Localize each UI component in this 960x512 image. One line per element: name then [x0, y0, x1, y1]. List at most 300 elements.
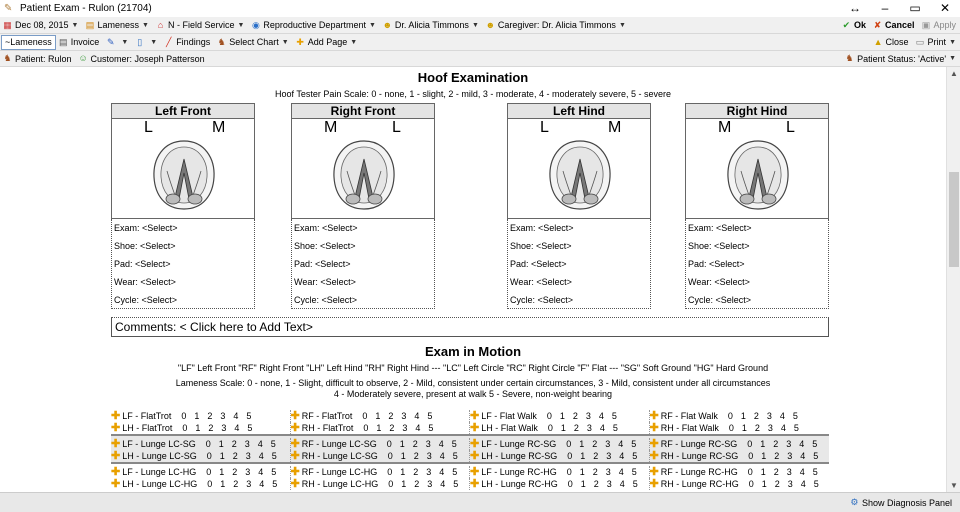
- score-option[interactable]: 3: [605, 439, 611, 449]
- hoof-select-field[interactable]: Exam: <Select>: [688, 223, 752, 233]
- score-option[interactable]: 1: [579, 467, 585, 477]
- motion-row: [111, 422, 829, 434]
- score-option[interactable]: 5: [246, 411, 252, 421]
- score-options: [562, 438, 640, 450]
- status-bar: [0, 492, 960, 512]
- score-options: [725, 422, 803, 434]
- expand-plus-icon[interactable]: ✚: [290, 478, 300, 490]
- expand-plus-icon[interactable]: ✚: [649, 478, 659, 490]
- score-option[interactable]: 0: [547, 423, 553, 433]
- page-tab[interactable]: [1, 35, 56, 50]
- motion-cell: [470, 422, 650, 434]
- score-option[interactable]: 1: [195, 423, 201, 433]
- score-option[interactable]: 2: [774, 451, 780, 461]
- motion-cell: [291, 466, 471, 478]
- motion-cell: [650, 466, 830, 478]
- score-options: [745, 478, 823, 490]
- scroll-down-icon[interactable]: ▼: [950, 481, 958, 490]
- hoof-panel-left-front: [111, 103, 255, 219]
- score-options: [203, 450, 281, 462]
- score-option[interactable]: 0: [748, 479, 754, 489]
- score-option[interactable]: 5: [631, 467, 637, 477]
- score-option[interactable]: 1: [760, 467, 766, 477]
- customer-link[interactable]: [76, 51, 209, 66]
- score-option[interactable]: 3: [245, 467, 251, 477]
- motion-test-label: RF - FlatTrot: [301, 411, 353, 421]
- score-option[interactable]: 2: [233, 479, 239, 489]
- invoice-button[interactable]: [56, 34, 104, 50]
- hoof-diagram[interactable]: [507, 119, 651, 219]
- score-option[interactable]: 0: [362, 411, 368, 421]
- score-option[interactable]: 4: [233, 411, 239, 421]
- hoof-select-field[interactable]: Pad: <Select>: [114, 259, 171, 269]
- score-option[interactable]: 3: [606, 479, 612, 489]
- motion-test-label: RF - Lunge RC-HG: [660, 467, 738, 477]
- score-option[interactable]: 5: [611, 411, 617, 421]
- hoof-select-field[interactable]: Shoe: <Select>: [294, 241, 356, 251]
- score-option[interactable]: 4: [439, 467, 445, 477]
- score-option[interactable]: 4: [800, 479, 806, 489]
- motion-group: [111, 434, 829, 462]
- score-option[interactable]: 2: [388, 411, 394, 421]
- caregiver-dropdown[interactable]: ☻ Caregiver: Dr. Alicia Timmons ▼: [485, 19, 626, 30]
- score-option[interactable]: 5: [631, 439, 637, 449]
- score-option[interactable]: 4: [779, 411, 785, 421]
- score-option[interactable]: 4: [258, 467, 264, 477]
- vertical-scrollbar[interactable]: [946, 67, 960, 492]
- score-option[interactable]: 2: [572, 411, 578, 421]
- date-dropdown[interactable]: ▦ Dec 08, 2015 ▼: [3, 19, 79, 30]
- score-option[interactable]: 0: [567, 451, 573, 461]
- hoof-panel-right-hind: [685, 103, 829, 219]
- motion-test-label: LH - Lunge LC-SG: [122, 451, 197, 461]
- cancel-button[interactable]: [870, 20, 919, 31]
- score-option[interactable]: 4: [257, 439, 263, 449]
- score-option[interactable]: 5: [271, 451, 277, 461]
- score-option[interactable]: 5: [812, 439, 818, 449]
- horse-icon: ♞: [845, 53, 854, 63]
- score-option[interactable]: 1: [579, 439, 585, 449]
- department-icon: ◉: [251, 19, 260, 30]
- expand-plus-icon[interactable]: ✚: [111, 466, 121, 478]
- score-option[interactable]: 4: [234, 423, 240, 433]
- score-option[interactable]: 3: [786, 467, 792, 477]
- maximize-button[interactable]: ▭: [909, 1, 921, 15]
- cancel-icon: ✘: [873, 19, 882, 30]
- close-button[interactable]: ✕: [939, 1, 951, 15]
- hoof-diagram[interactable]: [291, 119, 435, 219]
- score-option[interactable]: 1: [760, 439, 766, 449]
- score-option[interactable]: 2: [413, 467, 419, 477]
- motion-cell: [111, 438, 291, 450]
- score-options: [563, 466, 641, 478]
- hoof-select-field[interactable]: Shoe: <Select>: [114, 241, 176, 251]
- score-option[interactable]: 0: [182, 423, 188, 433]
- apply-button[interactable]: [918, 20, 960, 31]
- motion-test-label: LF - FlatTrot: [122, 411, 172, 421]
- score-option[interactable]: 0: [206, 451, 212, 461]
- score-option[interactable]: 0: [728, 423, 734, 433]
- page-toolbar: [0, 34, 960, 51]
- score-option[interactable]: 2: [207, 411, 213, 421]
- score-option[interactable]: 1: [580, 451, 586, 461]
- hoof-select-field[interactable]: Cycle: <Select>: [294, 295, 358, 305]
- hoof-select-field[interactable]: Wear: <Select>: [688, 277, 750, 287]
- score-option[interactable]: 3: [787, 479, 793, 489]
- motion-group: [111, 408, 829, 434]
- invoice-label: Invoice: [70, 37, 100, 47]
- score-option[interactable]: 2: [232, 467, 238, 477]
- expand-plus-icon[interactable]: ✚: [111, 422, 121, 434]
- motion-score-table: [111, 408, 829, 490]
- score-option[interactable]: 3: [402, 423, 408, 433]
- score-option[interactable]: 1: [219, 451, 225, 461]
- score-option[interactable]: 5: [453, 479, 459, 489]
- score-option[interactable]: 4: [618, 467, 624, 477]
- ok-icon: ✔: [842, 19, 851, 30]
- invoice-icon: ▤: [59, 36, 68, 47]
- score-option[interactable]: 2: [592, 439, 598, 449]
- motion-test-label: RH - FlatTrot: [301, 423, 354, 433]
- hoof-diagram[interactable]: [111, 119, 255, 219]
- doctor-label: Dr. Alicia Timmons: [394, 20, 469, 30]
- hoof-select-field[interactable]: Exam: <Select>: [510, 223, 574, 233]
- score-option[interactable]: 5: [812, 467, 818, 477]
- expand-plus-icon[interactable]: ✚: [470, 478, 480, 490]
- score-option[interactable]: 5: [271, 467, 277, 477]
- score-options: [383, 466, 461, 478]
- hoof-side-label: L: [392, 119, 401, 136]
- score-option[interactable]: 0: [727, 411, 733, 421]
- score-option[interactable]: 1: [220, 479, 226, 489]
- score-option[interactable]: 5: [612, 423, 618, 433]
- score-option[interactable]: 0: [748, 451, 754, 461]
- score-option[interactable]: 5: [451, 439, 457, 449]
- expand-plus-icon[interactable]: ✚: [290, 450, 300, 462]
- patient-toolbar: [0, 51, 960, 67]
- score-option[interactable]: 0: [747, 467, 753, 477]
- motion-test-label: RH - Lunge RC-SG: [660, 451, 739, 461]
- hoof-select-field[interactable]: Cycle: <Select>: [114, 295, 178, 305]
- score-option[interactable]: 1: [740, 411, 746, 421]
- hoof-select-field[interactable]: Wear: <Select>: [114, 277, 176, 287]
- score-option[interactable]: 2: [754, 423, 760, 433]
- score-option[interactable]: 4: [619, 479, 625, 489]
- motion-group: [111, 462, 829, 490]
- score-option[interactable]: 3: [245, 451, 251, 461]
- motion-row: [111, 478, 829, 490]
- hoof-side-label: L: [144, 119, 153, 136]
- score-option[interactable]: 3: [766, 411, 772, 421]
- score-option[interactable]: 1: [376, 423, 382, 433]
- score-option[interactable]: 3: [244, 439, 250, 449]
- score-option[interactable]: 1: [559, 411, 565, 421]
- expand-plus-icon[interactable]: ✚: [111, 438, 121, 450]
- motion-test-label: RF - Lunge LC-SG: [301, 439, 377, 449]
- score-option[interactable]: 1: [560, 423, 566, 433]
- expand-plus-icon[interactable]: ✚: [111, 478, 121, 490]
- score-options: [563, 450, 641, 462]
- hoof-fields-right-hind: [685, 219, 829, 309]
- score-options: [743, 438, 821, 450]
- show-diagnosis-label: Show Diagnosis Panel: [861, 497, 952, 508]
- expand-plus-icon[interactable]: ✚: [470, 422, 480, 434]
- expand-plus-icon[interactable]: ✚: [470, 450, 480, 462]
- score-option[interactable]: 2: [232, 451, 238, 461]
- clipboard-icon: ▯: [137, 36, 143, 47]
- score-option[interactable]: 4: [618, 439, 624, 449]
- hoof-select-field[interactable]: Wear: <Select>: [294, 277, 356, 287]
- score-option[interactable]: 5: [792, 411, 798, 421]
- score-option[interactable]: 3: [425, 439, 431, 449]
- motion-test-label: RH - Lunge RC-HG: [660, 479, 739, 489]
- motion-test-label: LF - Lunge RC-SG: [481, 439, 557, 449]
- score-option[interactable]: 4: [440, 479, 446, 489]
- score-options: [202, 466, 280, 478]
- expand-plus-icon[interactable]: ✚: [470, 410, 480, 422]
- score-option[interactable]: 3: [426, 451, 432, 461]
- show-diagnosis-button[interactable]: [847, 493, 956, 512]
- score-option[interactable]: 1: [375, 411, 381, 421]
- score-option[interactable]: 2: [231, 439, 237, 449]
- score-option[interactable]: 3: [426, 467, 432, 477]
- hoof-select-field[interactable]: Wear: <Select>: [510, 277, 572, 287]
- expand-plus-icon[interactable]: ✚: [290, 438, 300, 450]
- score-option[interactable]: 2: [412, 439, 418, 449]
- score-options: [384, 478, 462, 490]
- score-option[interactable]: 4: [439, 451, 445, 461]
- score-option[interactable]: 0: [747, 439, 753, 449]
- expand-plus-icon[interactable]: ✚: [111, 450, 121, 462]
- hoof-panel-title: Left Hind: [507, 103, 651, 119]
- score-option[interactable]: 4: [598, 411, 604, 421]
- score-option[interactable]: 2: [773, 467, 779, 477]
- score-option[interactable]: 3: [605, 467, 611, 477]
- score-option[interactable]: 2: [773, 439, 779, 449]
- score-option[interactable]: 0: [363, 423, 369, 433]
- score-option[interactable]: 0: [546, 411, 552, 421]
- doctor-dropdown[interactable]: ☻ Dr. Alicia Timmons ▼: [382, 19, 479, 30]
- score-option[interactable]: 0: [207, 479, 213, 489]
- chart-icon: ▤: [85, 19, 95, 30]
- hoof-select-field[interactable]: Cycle: <Select>: [688, 295, 752, 305]
- expand-plus-icon[interactable]: ✚: [111, 410, 121, 422]
- diagnosis-icon: ⚙: [850, 497, 859, 507]
- score-option[interactable]: 4: [619, 451, 625, 461]
- score-options: [203, 478, 281, 490]
- score-option[interactable]: 1: [741, 423, 747, 433]
- score-option[interactable]: 0: [387, 467, 393, 477]
- score-option[interactable]: 5: [452, 467, 458, 477]
- motion-test-label: LF - Flat Walk: [481, 411, 537, 421]
- motion-row: [111, 438, 829, 450]
- expand-plus-icon[interactable]: ✚: [470, 438, 480, 450]
- score-option[interactable]: 4: [799, 439, 805, 449]
- motion-legend: "LF" Left Front "RF" Right Front "LH" Left Hind "RH" Right Hind --- "LC" Left Circle "RC" Right Circle "F" Flat --- "SG" Soft Ground "HG" Hard Ground: [177, 363, 769, 373]
- expand-plus-icon[interactable]: ✚: [290, 422, 300, 434]
- score-option[interactable]: 0: [205, 439, 211, 449]
- score-option[interactable]: 2: [413, 451, 419, 461]
- expand-plus-icon[interactable]: ✚: [649, 466, 659, 478]
- score-options: [724, 410, 802, 422]
- hoof-select-field[interactable]: Exam: <Select>: [294, 223, 358, 233]
- score-option[interactable]: 5: [632, 451, 638, 461]
- score-option[interactable]: 2: [389, 423, 395, 433]
- score-option[interactable]: 5: [427, 411, 433, 421]
- score-option[interactable]: 3: [786, 439, 792, 449]
- expand-plus-icon[interactable]: ✚: [649, 410, 659, 422]
- motion-test-label: LH - Lunge RC-HG: [481, 479, 558, 489]
- score-option[interactable]: 2: [774, 479, 780, 489]
- window-titlebar: [0, 0, 960, 17]
- close-page-button[interactable]: [871, 37, 913, 48]
- restore-icon[interactable]: ↔: [849, 1, 861, 15]
- score-option[interactable]: 3: [787, 451, 793, 461]
- patient-status-dropdown[interactable]: ♞ Patient Status: 'Active' ▼: [845, 53, 956, 64]
- hoof-fields-right-front: [291, 219, 435, 309]
- hoof-side-label: M: [718, 119, 732, 136]
- ok-button[interactable]: [839, 20, 870, 31]
- score-option[interactable]: 2: [753, 411, 759, 421]
- score-option[interactable]: 4: [800, 451, 806, 461]
- hoof-select-field[interactable]: Pad: <Select>: [688, 259, 745, 269]
- score-option[interactable]: 1: [400, 451, 406, 461]
- score-option[interactable]: 1: [218, 439, 224, 449]
- lameness-scale-line2: 4 - Moderately severe, present at walk 5 - Severe, non-weight bearing: [333, 389, 613, 399]
- score-option[interactable]: 3: [585, 411, 591, 421]
- score-option[interactable]: 2: [593, 451, 599, 461]
- location-dropdown[interactable]: ⌂ N - Field Service ▼: [153, 17, 248, 33]
- print-label: Print: [927, 37, 947, 47]
- score-option[interactable]: 3: [767, 423, 773, 433]
- hoof-panel-title: Right Hind: [685, 103, 829, 119]
- exam-content: [0, 67, 946, 492]
- score-option[interactable]: 1: [761, 451, 767, 461]
- findings-label: Findings: [176, 37, 211, 47]
- score-options: [744, 466, 822, 478]
- add-page-dropdown[interactable]: ✚ Add Page ▼: [296, 36, 358, 47]
- score-option[interactable]: 0: [181, 411, 187, 421]
- hoof-diagram[interactable]: [685, 119, 829, 219]
- score-option[interactable]: 4: [414, 411, 420, 421]
- hoof-select-field[interactable]: Shoe: <Select>: [688, 241, 750, 251]
- score-option[interactable]: 5: [793, 423, 799, 433]
- score-option[interactable]: 4: [259, 479, 265, 489]
- score-option[interactable]: 2: [593, 479, 599, 489]
- hoof-select-field[interactable]: Pad: <Select>: [510, 259, 567, 269]
- score-option[interactable]: 5: [428, 423, 434, 433]
- score-option[interactable]: 3: [246, 479, 252, 489]
- score-option[interactable]: 5: [270, 439, 276, 449]
- score-option[interactable]: 4: [799, 467, 805, 477]
- motion-test-label: RF - Flat Walk: [660, 411, 718, 421]
- score-option[interactable]: 2: [592, 467, 598, 477]
- score-option[interactable]: 3: [586, 423, 592, 433]
- score-option[interactable]: 4: [415, 423, 421, 433]
- score-option[interactable]: 2: [573, 423, 579, 433]
- score-option[interactable]: 4: [438, 439, 444, 449]
- hoof-select-field[interactable]: Shoe: <Select>: [510, 241, 572, 251]
- exam-type-dropdown[interactable]: ▤ Lameness ▼: [85, 19, 149, 30]
- expand-plus-icon[interactable]: ✚: [290, 466, 300, 478]
- score-option[interactable]: 3: [427, 479, 433, 489]
- select-chart-dropdown[interactable]: ♞ Select Chart ▼: [217, 36, 289, 47]
- score-option[interactable]: 1: [761, 479, 767, 489]
- score-option[interactable]: 1: [219, 467, 225, 477]
- apply-label: Apply: [933, 20, 956, 30]
- patient-link[interactable]: [0, 51, 76, 66]
- score-option[interactable]: 5: [452, 451, 458, 461]
- score-option[interactable]: 4: [780, 423, 786, 433]
- score-option[interactable]: 5: [272, 479, 278, 489]
- patient-status-label: Patient Status: 'Active': [857, 53, 947, 64]
- score-option[interactable]: 0: [388, 479, 394, 489]
- score-option[interactable]: 0: [567, 479, 573, 489]
- score-option[interactable]: 1: [194, 411, 200, 421]
- expand-plus-icon[interactable]: ✚: [290, 410, 300, 422]
- scrollbar-thumb[interactable]: [949, 172, 959, 267]
- score-option[interactable]: 5: [813, 479, 819, 489]
- score-option[interactable]: 3: [401, 411, 407, 421]
- expand-plus-icon[interactable]: ✚: [470, 466, 480, 478]
- expand-plus-icon[interactable]: ✚: [649, 438, 659, 450]
- hoof-panel-title: Left Front: [111, 103, 255, 119]
- score-option[interactable]: 2: [414, 479, 420, 489]
- score-option[interactable]: 5: [632, 479, 638, 489]
- score-option[interactable]: 4: [258, 451, 264, 461]
- motion-row: [111, 466, 829, 478]
- expand-plus-icon[interactable]: ✚: [649, 450, 659, 462]
- score-option[interactable]: 3: [606, 451, 612, 461]
- score-option[interactable]: 2: [208, 423, 214, 433]
- score-option[interactable]: 0: [206, 467, 212, 477]
- expand-plus-icon[interactable]: ✚: [649, 422, 659, 434]
- score-option[interactable]: 0: [566, 467, 572, 477]
- findings-button[interactable]: [161, 34, 214, 50]
- motion-test-label: LF - Lunge RC-HG: [481, 467, 557, 477]
- score-option[interactable]: 1: [399, 439, 405, 449]
- score-option[interactable]: 3: [220, 411, 226, 421]
- score-option[interactable]: 0: [387, 451, 393, 461]
- score-option[interactable]: 3: [221, 423, 227, 433]
- score-option[interactable]: 0: [566, 439, 572, 449]
- department-dropdown[interactable]: ◉ Reproductive Department ▼: [251, 19, 376, 30]
- score-option[interactable]: 5: [247, 423, 253, 433]
- score-option[interactable]: 5: [813, 451, 819, 461]
- page-tab-label: ~Lameness: [5, 37, 52, 47]
- close-page-label: Close: [885, 37, 909, 47]
- score-option[interactable]: 1: [400, 467, 406, 477]
- score-option[interactable]: 1: [401, 479, 407, 489]
- clipboard-dropdown[interactable]: ▯ ▼: [132, 34, 161, 50]
- hoof-select-field[interactable]: Exam: <Select>: [114, 223, 178, 233]
- hoof-select-field[interactable]: Pad: <Select>: [294, 259, 351, 269]
- lock-icon: ▲: [873, 36, 883, 47]
- minimize-button[interactable]: –: [881, 1, 889, 15]
- score-option[interactable]: 0: [386, 439, 392, 449]
- comments-field[interactable]: Comments: < Click here to Add Text>: [111, 317, 829, 337]
- motion-test-label: LH - Lunge LC-HG: [122, 479, 198, 489]
- hoof-select-field[interactable]: Cycle: <Select>: [510, 295, 574, 305]
- print-dropdown[interactable]: ▭ Print ▼: [915, 36, 956, 47]
- scroll-up-icon[interactable]: ▲: [950, 69, 958, 78]
- score-option[interactable]: 4: [599, 423, 605, 433]
- motion-cell: [111, 450, 291, 462]
- pen-dropdown[interactable]: ✎ ▼: [107, 36, 129, 47]
- motion-test-label: LF - Lunge LC-HG: [122, 467, 197, 477]
- score-option[interactable]: 1: [580, 479, 586, 489]
- motion-cell: [650, 410, 830, 422]
